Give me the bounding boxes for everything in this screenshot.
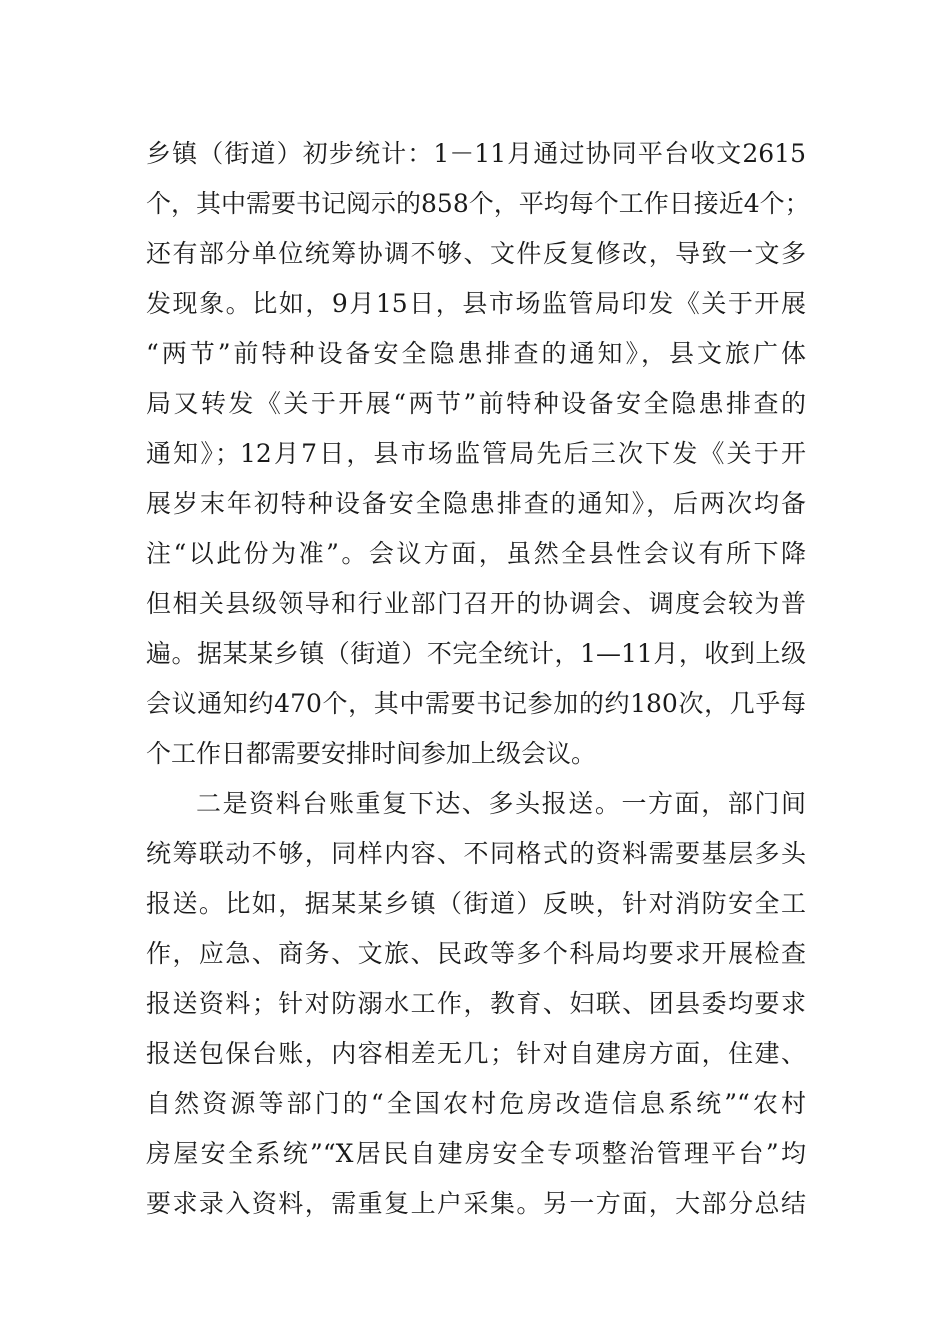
text-line: 注“以此份为准”。会议方面，虽然全县性会议有所下降	[146, 539, 806, 568]
text-line: 还有部分单位统筹协调不够、文件反复修改，导致一文多	[146, 239, 806, 268]
text-line: 个工作日都需要安排时间参加上级会议。	[146, 739, 597, 768]
text-line: 展岁末年初特种设备安全隐患排查的通知》，后两次均备	[146, 489, 806, 518]
text-line: “两节”前特种设备安全隐患排查的通知》，县文旅广体	[146, 339, 806, 368]
text-line: 乡镇（街道）初步统计：1－11月通过协同平台收文2615	[146, 139, 806, 168]
text-line: 遍。据某某乡镇（街道）不完全统计，1—11月，收到上级	[146, 639, 806, 668]
text-line: 局又转发《关于开展“两节”前特种设备安全隐患排查的	[146, 389, 806, 418]
text-line: 要求录入资料，需重复上户采集。另一方面，大部分总结	[146, 1189, 806, 1218]
text-line: 作，应急、商务、文旅、民政等多个科局均要求开展检查	[146, 939, 806, 968]
text-line: 报送。比如，据某某乡镇（街道）反映，针对消防安全工	[146, 889, 806, 918]
text-line: 统筹联动不够，同样内容、不同格式的资料需要基层多头	[146, 839, 806, 868]
text-line: 自然资源等部门的“全国农村危房改造信息系统”“农村	[146, 1089, 806, 1118]
text-line: 报送包保台账，内容相差无几；针对自建房方面，住建、	[146, 1039, 806, 1068]
text-line: 但相关县级领导和行业部门召开的协调会、调度会较为普	[146, 589, 806, 618]
text-line: 个，其中需要书记阅示的858个，平均每个工作日接近4个；	[146, 189, 810, 218]
text-line: 报送资料；针对防溺水工作，教育、妇联、团县委均要求	[146, 989, 806, 1018]
text-line: 发现象。比如，9月15日，县市场监管局印发《关于开展	[146, 289, 806, 318]
paragraph-start-line: 二是资料台账重复下达、多头报送。一方面，部门间	[196, 789, 806, 818]
text-line: 房屋安全系统”“X居民自建房安全专项整治管理平台”均	[146, 1139, 806, 1168]
text-line: 通知》；12月7日，县市场监管局先后三次下发《关于开	[146, 439, 806, 468]
text-line: 会议通知约470个，其中需要书记参加的约180次，几乎每	[146, 689, 806, 718]
